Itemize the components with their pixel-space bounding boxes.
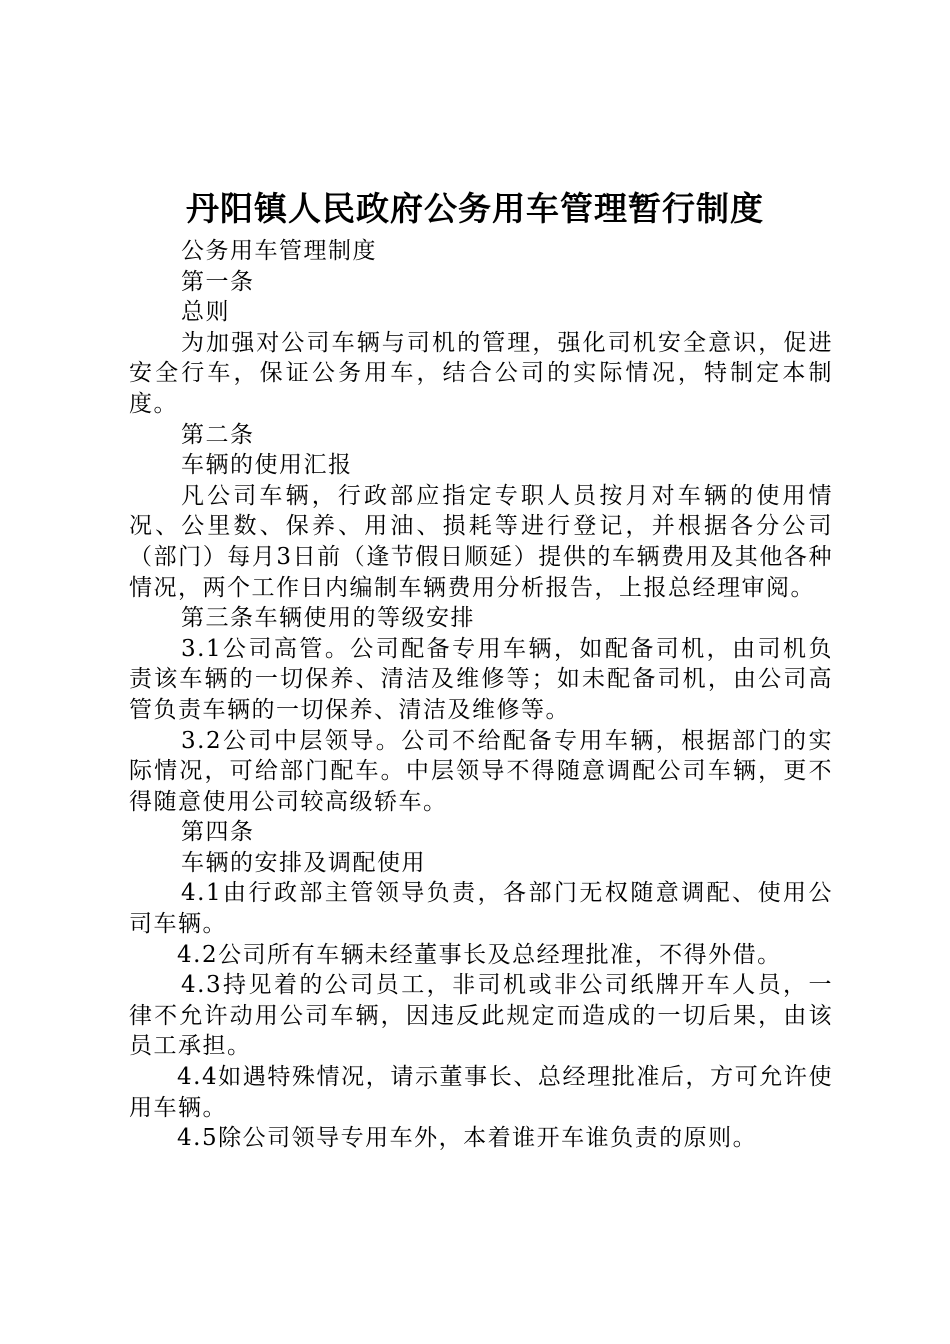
paragraph-text: 为加强对公司车辆与司机的管理，强化司机安全意识，促进安全行车，保证公务用车，结合公司的实际情况，特制定本制度。 <box>129 329 833 417</box>
paragraph-article-3: 第三条车辆使用的等级安排 <box>181 605 475 632</box>
paragraph-text: 4.2公司所有车辆未经董事长及总经理批准，不得外借。 <box>177 941 782 968</box>
paragraph-text: 凡公司车辆，行政部应指定专职人员按月对车辆的使用情况、公里数、保养、用油、损耗等进行登记，并根据各分公司（部门）每月3日前（逢节假日顺延）提供的车辆费用及其他各种情况，两个工作日内编制车辆费用分析报告，上报总经理审阅。 <box>129 482 833 601</box>
paragraph-text: 4.1由行政部主管领导负责，各部门无权随意调配、使用公司车辆。 <box>129 880 833 938</box>
paragraph-heading: 总则 <box>181 299 230 326</box>
paragraph-text: 4.3持见着的公司员工，非司机或非公司纸牌开车人员，一律不允许动用公司车辆，因违反此规定而造成的一切后果，由该员工承担。 <box>129 972 833 1060</box>
paragraph-heading: 车辆的安排及调配使用 <box>181 849 426 876</box>
paragraph-subtitle: 公务用车管理制度 <box>181 238 377 264</box>
paragraph-text: 4.4如遇特殊情况，请示董事长、总经理批准后，方可允许使用车辆。 <box>129 1064 833 1121</box>
document-body <box>129 236 833 1154</box>
paragraph-text: 3.1公司高管。公司配备专用车辆，如配备司机，由司机负责该车辆的一切保养、清洁及维修等；如未配备司机，由公司高管负责车辆的一切保养、清洁及维修等。 <box>129 635 833 723</box>
document-title: 丹阳镇人民政府公务用车管理暂行制度 <box>186 189 764 228</box>
paragraph-article-1: 第一条 <box>181 268 255 295</box>
paragraph-article-2: 第二条 <box>181 421 255 448</box>
paragraph-text: 3.2公司中层领导。公司不给配备专用车辆，根据部门的实际情况，可给部门配车。中层领导不得随意调配公司车辆，更不得随意使用公司较高级轿车。 <box>129 727 833 815</box>
paragraph-heading: 车辆的使用汇报 <box>181 452 353 479</box>
paragraph-text: 4.5除公司领导专用车外，本着谁开车谁负责的原则。 <box>177 1125 758 1152</box>
paragraph-article-4: 第四条 <box>181 819 255 846</box>
